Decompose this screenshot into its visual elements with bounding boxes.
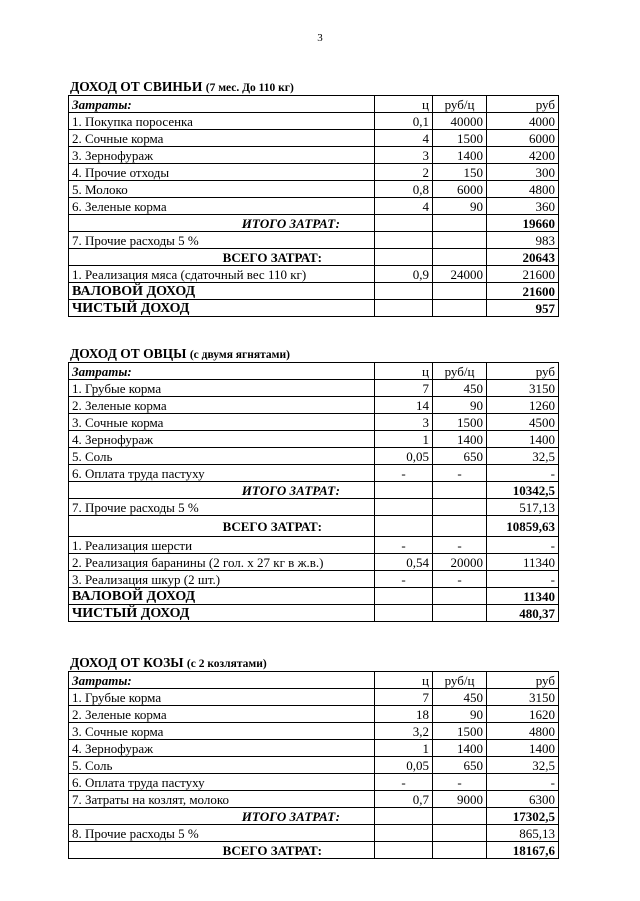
table-row xyxy=(69,397,559,414)
row-label-cell: 6. Оплата труда пастуху xyxy=(69,774,375,791)
quantity-cell: 14 xyxy=(375,397,433,414)
price-cell xyxy=(433,825,487,842)
section-title-pig xyxy=(70,79,294,96)
row-label-cell: ВАЛОВОЙ ДОХОД xyxy=(69,588,375,605)
sum-cell: 983 xyxy=(487,232,559,249)
table-row xyxy=(69,706,559,723)
table-header-row xyxy=(69,672,559,689)
price-cell: 150 xyxy=(433,164,487,181)
quantity-cell: 2 xyxy=(375,164,433,181)
table-row xyxy=(69,465,559,482)
table-row xyxy=(69,554,559,571)
sum-cell: 21600 xyxy=(487,266,559,283)
section-title-goat xyxy=(70,655,267,672)
quantity-cell xyxy=(375,249,433,266)
table-row xyxy=(69,198,559,215)
price-cell xyxy=(433,215,487,232)
table-row xyxy=(69,448,559,465)
table-header-row xyxy=(69,363,559,380)
table-row xyxy=(69,232,559,249)
row-label-cell: Затраты: xyxy=(69,363,375,380)
quantity-cell: - xyxy=(375,465,433,482)
table-row xyxy=(69,774,559,791)
row-label-cell: ВАЛОВОЙ ДОХОД xyxy=(69,283,375,300)
quantity-cell: 3 xyxy=(375,414,433,431)
section-title-text: ДОХОД ОТ КОЗЫ xyxy=(70,655,184,670)
price-cell xyxy=(433,300,487,317)
row-label-cell: 1. Покупка поросенка xyxy=(69,113,375,130)
quantity-cell: 3 xyxy=(375,147,433,164)
sum-cell: 20643 xyxy=(487,249,559,266)
row-label-cell: 5. Соль xyxy=(69,448,375,465)
section-title-sheep xyxy=(70,346,290,363)
price-cell: 1400 xyxy=(433,431,487,448)
table-row xyxy=(69,380,559,397)
quantity-cell xyxy=(375,482,433,499)
row-label-cell: 4. Зернофураж xyxy=(69,740,375,757)
table-row xyxy=(69,130,559,147)
quantity-cell: 0,9 xyxy=(375,266,433,283)
price-cell: 40000 xyxy=(433,113,487,130)
table-row xyxy=(69,516,559,537)
table-row xyxy=(69,499,559,516)
quantity-cell xyxy=(375,283,433,300)
sum-cell: 4800 xyxy=(487,181,559,198)
table-row xyxy=(69,300,559,317)
quantity-cell: - xyxy=(375,537,433,554)
row-label-cell: 2. Зеленые корма xyxy=(69,397,375,414)
table-row xyxy=(69,791,559,808)
price-cell: 1500 xyxy=(433,723,487,740)
table-row xyxy=(69,537,559,554)
sum-cell: 32,5 xyxy=(487,757,559,774)
sum-cell: 6300 xyxy=(487,791,559,808)
quantity-cell: 7 xyxy=(375,689,433,706)
section-subtitle: (с 2 козлятами) xyxy=(186,658,267,670)
quantity-cell: 1 xyxy=(375,740,433,757)
section-title-text: ДОХОД ОТ СВИНЬИ xyxy=(70,79,203,94)
quantity-cell: ц xyxy=(375,96,433,113)
quantity-cell: 7 xyxy=(375,380,433,397)
sum-cell: руб xyxy=(487,96,559,113)
sum-cell: 11340 xyxy=(487,554,559,571)
row-label-cell: ЧИСТЫЙ ДОХОД xyxy=(69,300,375,317)
sum-cell: - xyxy=(487,465,559,482)
sum-cell: 517,13 xyxy=(487,499,559,516)
row-label-cell: 2. Сочные корма xyxy=(69,130,375,147)
page-number: 3 xyxy=(317,32,323,44)
table-row xyxy=(69,571,559,588)
price-cell: 1500 xyxy=(433,130,487,147)
sum-cell: 17302,5 xyxy=(487,808,559,825)
row-label-cell: 6. Оплата труда пастуху xyxy=(69,465,375,482)
row-label-cell: 2. Зеленые корма xyxy=(69,706,375,723)
sum-cell: 18167,6 xyxy=(487,842,559,859)
quantity-cell xyxy=(375,825,433,842)
table-row xyxy=(69,689,559,706)
row-label-cell: 8. Прочие расходы 5 % xyxy=(69,825,375,842)
quantity-cell xyxy=(375,516,433,537)
row-label-cell: ВСЕГО ЗАТРАТ: xyxy=(69,249,375,266)
quantity-cell: ц xyxy=(375,672,433,689)
sum-cell: 19660 xyxy=(487,215,559,232)
price-cell: - xyxy=(433,465,487,482)
quantity-cell xyxy=(375,232,433,249)
section-title-text: ДОХОД ОТ ОВЦЫ xyxy=(70,346,187,361)
row-label-cell: 7. Затраты на козлят, молоко xyxy=(69,791,375,808)
table-row xyxy=(69,164,559,181)
price-cell xyxy=(433,588,487,605)
price-cell: 650 xyxy=(433,448,487,465)
sum-cell: 1400 xyxy=(487,431,559,448)
table-row xyxy=(69,215,559,232)
price-cell xyxy=(433,283,487,300)
sum-cell: - xyxy=(487,774,559,791)
row-label-cell: ИТОГО ЗАТРАТ: xyxy=(69,482,375,499)
sum-cell: 6000 xyxy=(487,130,559,147)
price-cell: 450 xyxy=(433,380,487,397)
quantity-cell: 0,54 xyxy=(375,554,433,571)
row-label-cell: ВСЕГО ЗАТРАТ: xyxy=(69,516,375,537)
quantity-cell: 18 xyxy=(375,706,433,723)
price-cell: - xyxy=(433,571,487,588)
table-row xyxy=(69,249,559,266)
quantity-cell: 4 xyxy=(375,130,433,147)
price-cell: 450 xyxy=(433,689,487,706)
quantity-cell: 1 xyxy=(375,431,433,448)
sum-cell: руб xyxy=(487,672,559,689)
sum-cell: 4800 xyxy=(487,723,559,740)
row-label-cell: 5. Соль xyxy=(69,757,375,774)
quantity-cell xyxy=(375,499,433,516)
quantity-cell xyxy=(375,605,433,622)
price-cell xyxy=(433,808,487,825)
row-label-cell: 6. Зеленые корма xyxy=(69,198,375,215)
table-row xyxy=(69,113,559,130)
row-label-cell: ИТОГО ЗАТРАТ: xyxy=(69,215,375,232)
price-cell: руб/ц xyxy=(433,672,487,689)
sum-cell: 10342,5 xyxy=(487,482,559,499)
sum-cell: 11340 xyxy=(487,588,559,605)
sum-cell: 4200 xyxy=(487,147,559,164)
sum-cell: руб xyxy=(487,363,559,380)
goat-income-table xyxy=(68,671,559,859)
price-cell: 90 xyxy=(433,198,487,215)
price-cell xyxy=(433,842,487,859)
row-label-cell: ЧИСТЫЙ ДОХОД xyxy=(69,605,375,622)
price-cell: 1500 xyxy=(433,414,487,431)
sum-cell: 10859,63 xyxy=(487,516,559,537)
table-row xyxy=(69,588,559,605)
price-cell: 24000 xyxy=(433,266,487,283)
pig-income-table xyxy=(68,95,559,317)
row-label-cell: 1. Реализация мяса (сдаточный вес 110 кг) xyxy=(69,266,375,283)
table-row xyxy=(69,842,559,859)
sum-cell: 957 xyxy=(487,300,559,317)
price-cell: 6000 xyxy=(433,181,487,198)
quantity-cell: 0,1 xyxy=(375,113,433,130)
sum-cell: 1400 xyxy=(487,740,559,757)
price-cell: - xyxy=(433,537,487,554)
table-row xyxy=(69,482,559,499)
price-cell xyxy=(433,605,487,622)
row-label-cell: ВСЕГО ЗАТРАТ: xyxy=(69,842,375,859)
sum-cell: 1260 xyxy=(487,397,559,414)
table-row xyxy=(69,147,559,164)
row-label-cell: Затраты: xyxy=(69,672,375,689)
price-cell: 1400 xyxy=(433,147,487,164)
sum-cell: 4000 xyxy=(487,113,559,130)
table-row xyxy=(69,605,559,622)
row-label-cell: Затраты: xyxy=(69,96,375,113)
row-label-cell: 7. Прочие расходы 5 % xyxy=(69,499,375,516)
table-header-row xyxy=(69,96,559,113)
price-cell: 90 xyxy=(433,706,487,723)
price-cell: 20000 xyxy=(433,554,487,571)
sum-cell: - xyxy=(487,571,559,588)
sum-cell: - xyxy=(487,537,559,554)
sum-cell: 4500 xyxy=(487,414,559,431)
row-label-cell: 1. Реализация шерсти xyxy=(69,537,375,554)
table-row xyxy=(69,740,559,757)
section-subtitle: (7 мес. До 110 кг) xyxy=(205,82,294,94)
quantity-cell xyxy=(375,588,433,605)
row-label-cell: 1. Грубые корма xyxy=(69,689,375,706)
table-row xyxy=(69,181,559,198)
row-label-cell: 3. Зернофураж xyxy=(69,147,375,164)
table-row xyxy=(69,808,559,825)
quantity-cell: 0,05 xyxy=(375,757,433,774)
sum-cell: 300 xyxy=(487,164,559,181)
sum-cell: 3150 xyxy=(487,689,559,706)
table-row xyxy=(69,414,559,431)
row-label-cell: ИТОГО ЗАТРАТ: xyxy=(69,808,375,825)
price-cell: 1400 xyxy=(433,740,487,757)
price-cell xyxy=(433,232,487,249)
quantity-cell: 0,05 xyxy=(375,448,433,465)
price-cell: 90 xyxy=(433,397,487,414)
quantity-cell xyxy=(375,842,433,859)
quantity-cell xyxy=(375,808,433,825)
quantity-cell xyxy=(375,300,433,317)
sum-cell: 360 xyxy=(487,198,559,215)
table-row xyxy=(69,825,559,842)
table-row xyxy=(69,266,559,283)
sum-cell: 480,37 xyxy=(487,605,559,622)
row-label-cell: 4. Прочие отходы xyxy=(69,164,375,181)
table-row xyxy=(69,757,559,774)
sum-cell: 3150 xyxy=(487,380,559,397)
table-row xyxy=(69,723,559,740)
row-label-cell: 3. Реализация шкур (2 шт.) xyxy=(69,571,375,588)
price-cell: руб/ц xyxy=(433,96,487,113)
sum-cell: 865,13 xyxy=(487,825,559,842)
quantity-cell xyxy=(375,215,433,232)
price-cell: 650 xyxy=(433,757,487,774)
quantity-cell: 4 xyxy=(375,198,433,215)
sheep-income-table xyxy=(68,362,559,622)
price-cell: - xyxy=(433,774,487,791)
row-label-cell: 3. Сочные корма xyxy=(69,414,375,431)
quantity-cell: - xyxy=(375,774,433,791)
price-cell xyxy=(433,499,487,516)
sum-cell: 21600 xyxy=(487,283,559,300)
section-subtitle: (с двумя ягнятами) xyxy=(189,349,290,361)
sum-cell: 1620 xyxy=(487,706,559,723)
row-label-cell: 1. Грубые корма xyxy=(69,380,375,397)
row-label-cell: 7. Прочие расходы 5 % xyxy=(69,232,375,249)
quantity-cell: 3,2 xyxy=(375,723,433,740)
price-cell xyxy=(433,516,487,537)
quantity-cell: ц xyxy=(375,363,433,380)
quantity-cell: 0,8 xyxy=(375,181,433,198)
price-cell xyxy=(433,249,487,266)
sum-cell: 32,5 xyxy=(487,448,559,465)
row-label-cell: 3. Сочные корма xyxy=(69,723,375,740)
row-label-cell: 5. Молоко xyxy=(69,181,375,198)
quantity-cell: - xyxy=(375,571,433,588)
price-cell: руб/ц xyxy=(433,363,487,380)
price-cell xyxy=(433,482,487,499)
table-row xyxy=(69,283,559,300)
price-cell: 9000 xyxy=(433,791,487,808)
row-label-cell: 4. Зернофураж xyxy=(69,431,375,448)
table-row xyxy=(69,431,559,448)
row-label-cell: 2. Реализация баранины (2 гол. х 27 кг в ж.в.) xyxy=(69,554,375,571)
quantity-cell: 0,7 xyxy=(375,791,433,808)
